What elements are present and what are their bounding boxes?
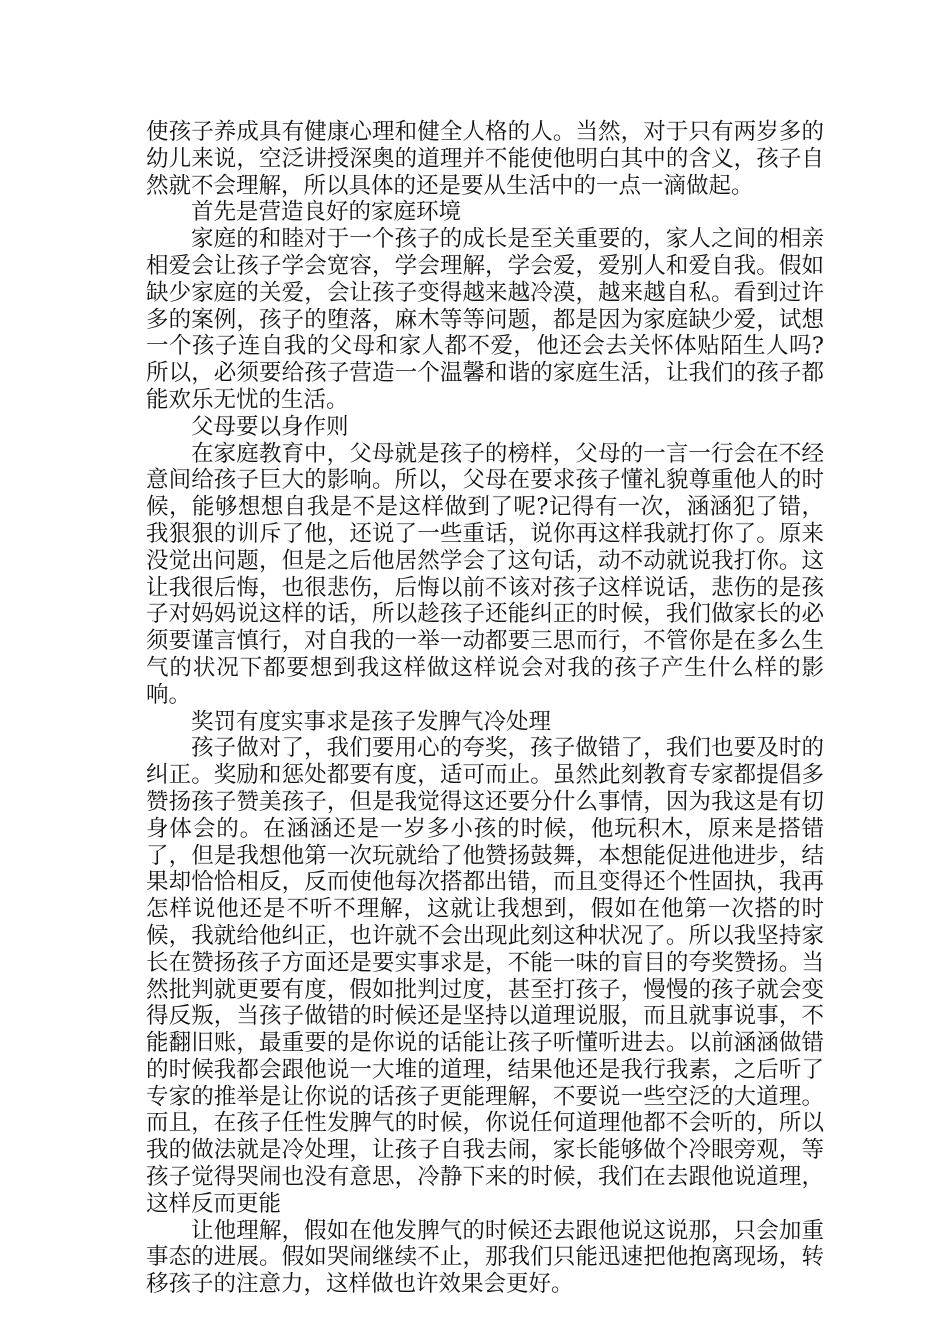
section-heading: 奖罚有度实事求是孩子发脾气冷处理 bbox=[191, 708, 552, 735]
paragraph: 家庭的和睦对于一个孩子的成长是至关重要的，家人之间的相亲相爱会让孩子学会宽容，学会理解，学会爱，爱别人和爱自我。假如缺少家庭的关爱，会让孩子变得越来越冷漠，越来越自私。看到过许多的案例，孩子的堕落，麻木等等问题，都是因为家庭缺少爱，试想一个孩子连自我的父母和家人都不爱，他还会去关怀体贴陌生人吗?所以，必须要给孩子营造一个温馨和谐的家庭生活，让我们的孩子都能欢乐无忧的生活。 bbox=[146, 226, 824, 413]
section-heading: 首先是营造良好的家庭环境 bbox=[191, 199, 462, 226]
paragraph: 在家庭教育中，父母就是孩子的榜样，父母的一言一行会在不经意间给孩子巨大的影响。所以，父母在要求孩子懂礼貌尊重他人的时候，能够想想自我是不是这样做到了呢?记得有一次，涵涵犯了错，我狠狠的训斥了他，还说了一些重话，说你再这样我就打你了。原来没觉出问题，但是之后他居然学会了这句话，动不动就说我打你。这让我很后悔，也很悲伤，后悔以前不该对孩子这样说话，悲伤的是孩子对妈妈说这样的话，所以趁孩子还能纠正的时候，我们做家长的必须要谨言慎行，对自我的一举一动都要三思而行，不管你是在多么生气的状况下都要想到我这样做这样说会对我的孩子产生什么样的影响。 bbox=[146, 440, 824, 708]
paragraph: 使孩子养成具有健康心理和健全人格的人。当然，对于只有两岁多的幼儿来说，空泛讲授深奥的道理并不能使他明白其中的含义，孩子自然就不会理解，所以具体的还是要从生活中的一点一滴做起。 bbox=[146, 119, 824, 199]
paragraph: 让他理解，假如在他发脾气的时候还去跟他说这说那，只会加重事态的进展。假如哭闹继续不止，那我们只能迅速把他抱离现场，转移孩子的注意力，这样做也许效果会更好。 bbox=[146, 1217, 824, 1298]
paragraph: 孩子做对了，我们要用心的夸奖，孩子做错了，我们也要及时的纠正。奖励和惩处都要有度，适可而止。虽然此刻教育专家都提倡多赞扬孩子赞美孩子，但是我觉得这还要分什么事情，因为我这是有切身体会的。在涵涵还是一岁多小孩的时候，他玩积木，原来是搭错了，但是我想他第一次玩就给了他赞扬鼓舞，本想能促进他进步，结果却恰恰相反，反而使他每次搭都出错，而且变得还个性固执，我再怎样说他还是不听不理解，这就让我想到，假如在他第一次搭的时候，我就给他纠正，也许就不会出现此刻这种状况了。所以我坚持家长在赞扬孩子方面还是要实事求是，不能一味的盲目的夸奖赞扬。当然批判就更要有度，假如批判过度，甚至打孩子，慢慢的孩子就会变得反叛，当孩子做错的时候还是坚持以道理说服，而且就事说事，不能翻旧账，最重要的是你说的话能让孩子听懂听进去。以前涵涵做错的时候我都会跟他说一大堆的道理，结果他还是我行我素，之后听了专家的推举是让你说的话孩子更能理解，不要说一些空泛的大道理。而且，在孩子任性发脾气的时候，你说任何道理他都不会听的，所以我的做法就是冷处理，让孩子自我去闹，家长能够做个冷眼旁观，等孩子觉得哭闹也没有意思，冷静下来的时候，我们在去跟他说道理，这样反而更能 bbox=[146, 735, 824, 1217]
section-heading: 父母要以身作则 bbox=[191, 413, 349, 440]
document-page bbox=[146, 119, 824, 1298]
